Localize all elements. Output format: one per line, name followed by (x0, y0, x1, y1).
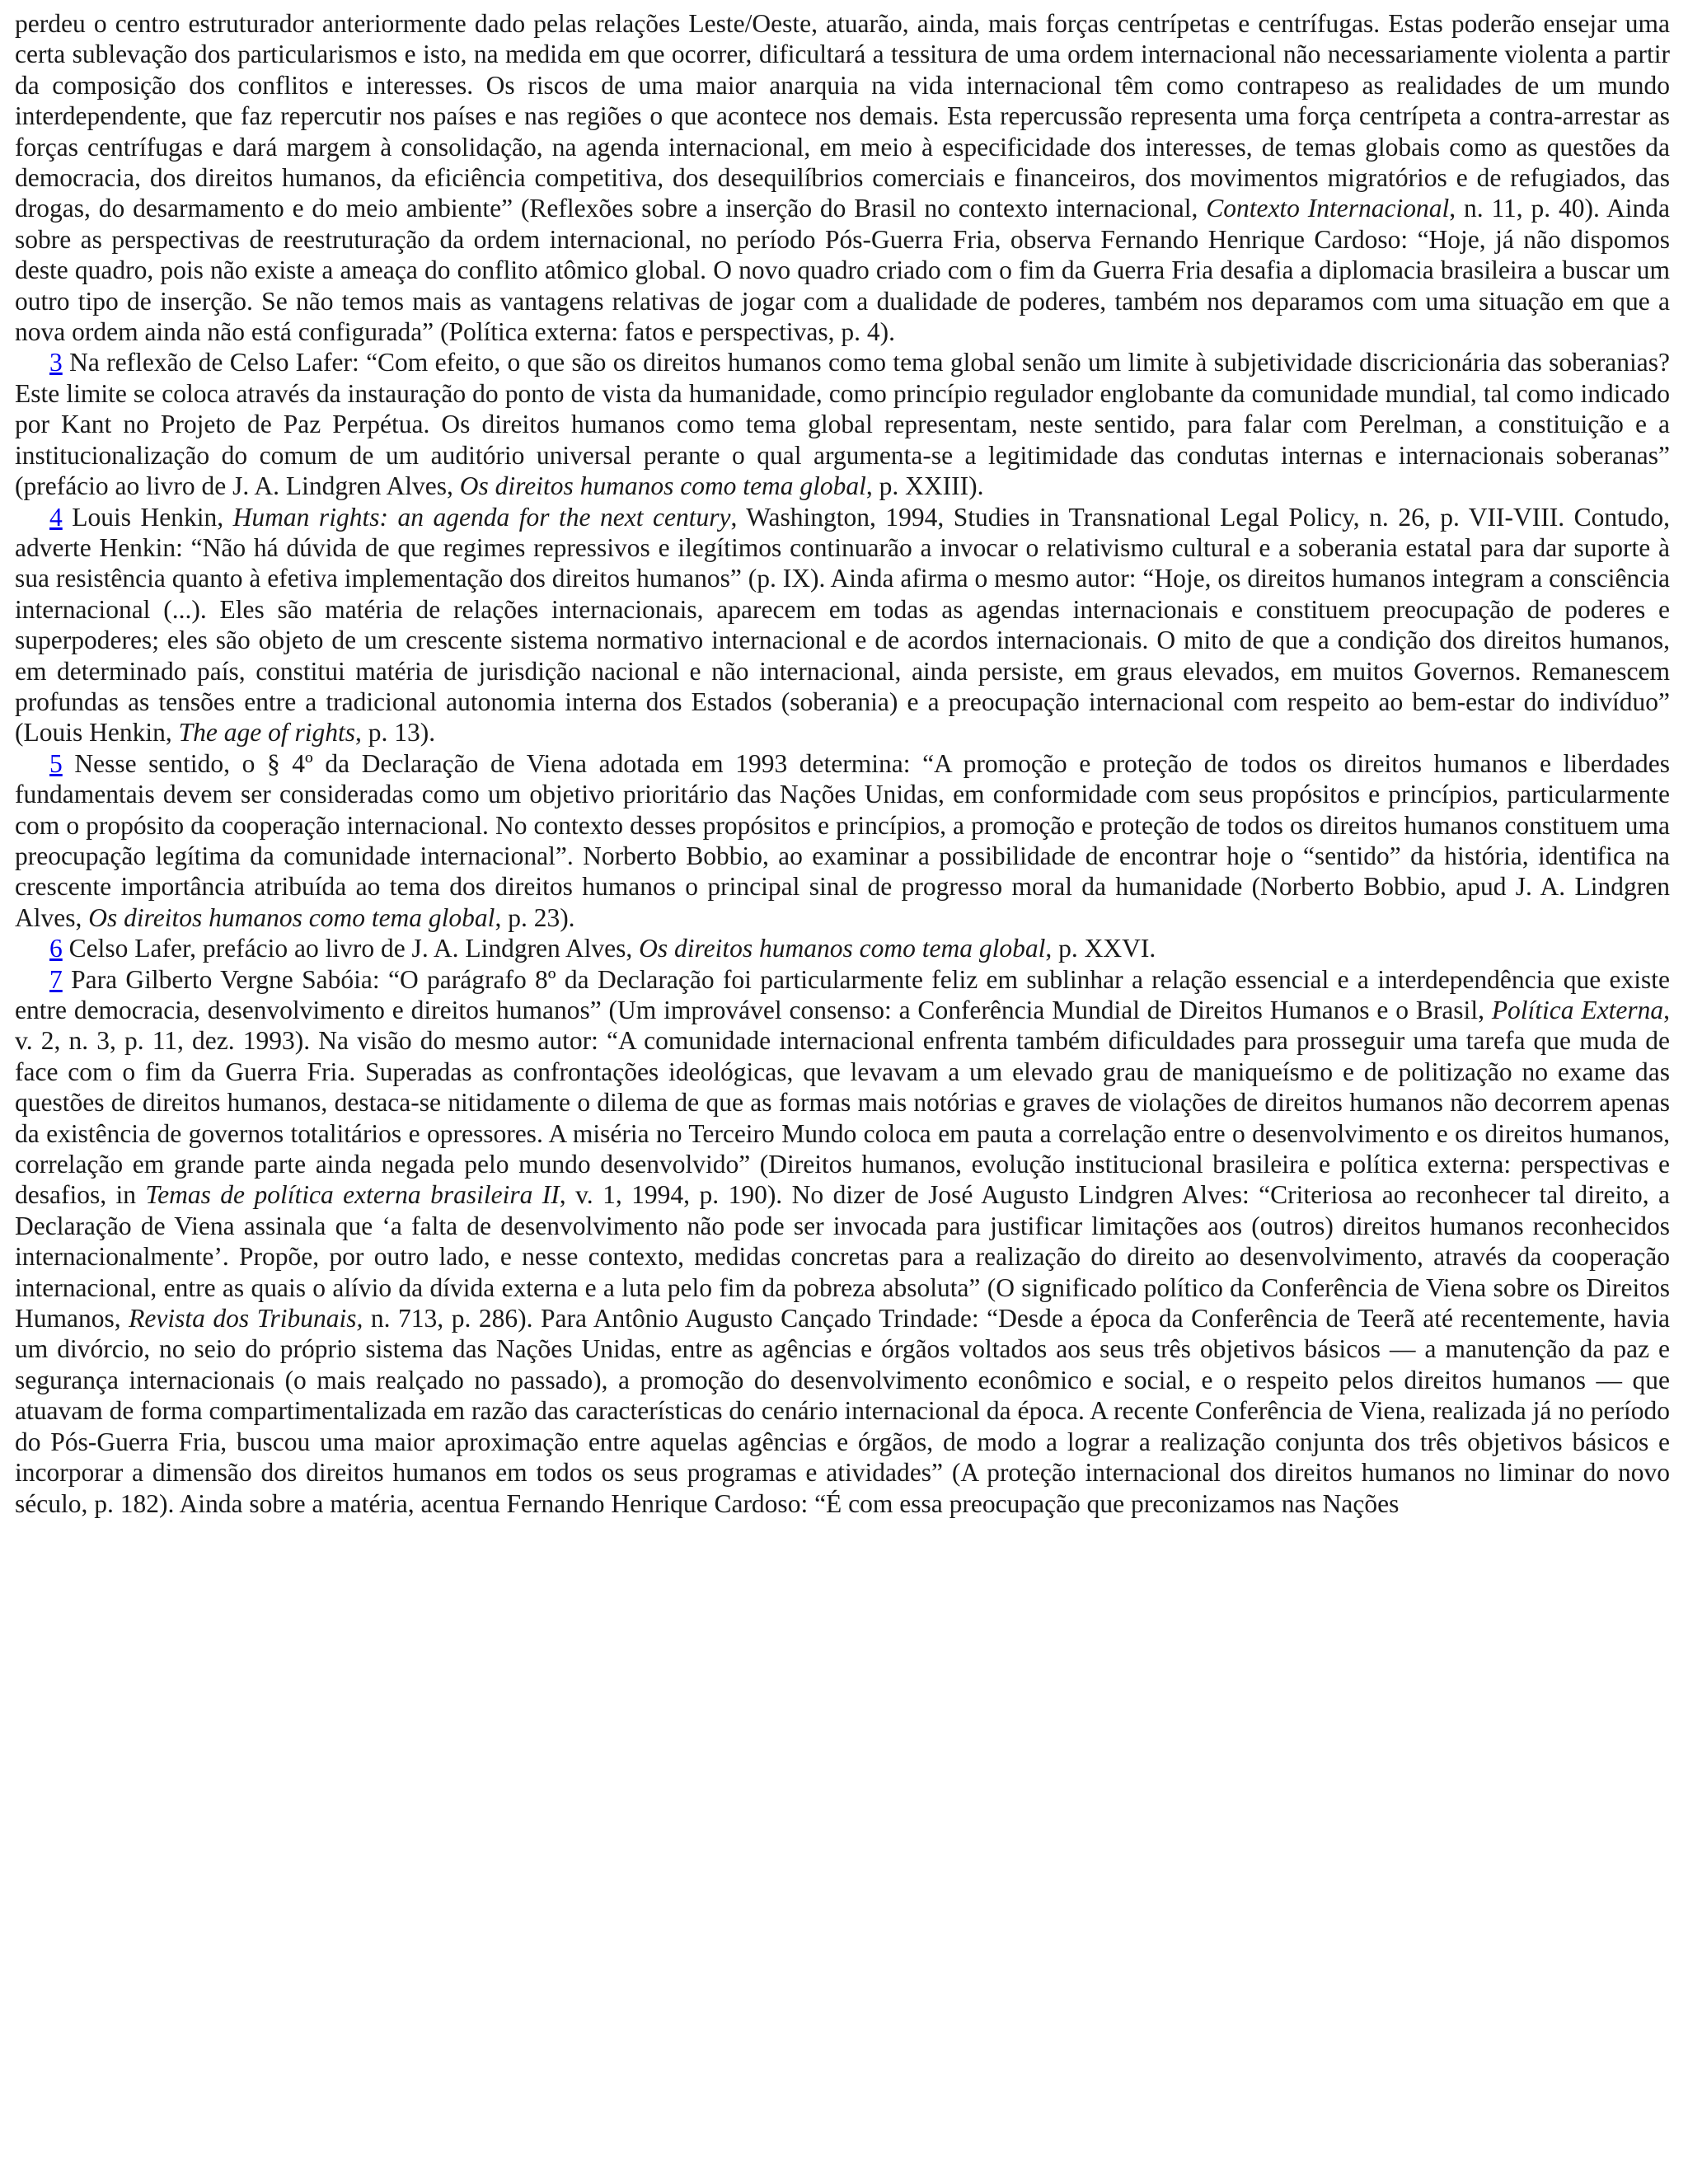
footnote-link-4[interactable]: 4 (49, 502, 63, 532)
text-segment: n. 713, p. 286). Para Antônio Augusto Cançado Trindade: “Desde a época da Conferência de Teerã até recentemente, havia um divórcio, no seio do próprio sistema das Nações Unidas, entre as agências e órgãos voltados aos seus três objetivos básicos — a manutenção da paz e segurança internacionais (o mais realçado no passado), a promoção do desenvolvimento econômico e social, e o respeito pelos direitos humanos — que atuavam de forma compartimentalizada em razão das características do cenário internacional da época. A recente Conferência de Viena, realizada já no período do Pós-Guerra Fria, buscou uma maior aproximação entre aquelas agências e órgãos, de modo a lograr a realização conjunta dos três objetivos básicos e incorporar a dimensão dos direitos humanos em todos os seus programas e atividades” (A proteção internacional dos direitos humanos no liminar do novo século, p. 182). Ainda sobre a matéria, acentua Fernando Henrique Cardoso: “É com essa preocupação que preconizamos nas Nações (15, 1304, 1670, 1518)
text-segment: , Washington, 1994, Studies in Transnational Legal Policy, n. 26, p. VII-VIII. Contudo, adverte Henkin: “Não há dúvida de que regimes repressivos e ilegítimos continuarão a invocar o relativismo cultural e a soberania estatal para dar suporte à sua resistência quanto à efetiva implementação dos direitos humanos” (p. IX). Ainda afirma o mesmo autor: “Hoje, os direitos humanos integram a consciência internacional (...). Eles são matéria de relações internacionais, aparecem em todas as agendas internacionais e constituem preocupação de poderes e superpoderes; eles são objeto de um crescente sistema normativo internacional e de acordos internacionais. O mito de que a condição dos direitos humanos, em determinado país, constitui matéria de jurisdição nacional e não internacional, ainda persiste, em graus elevados, em muitos Governos. Remanescem profundas as tensões entre a tradicional autonomia interna dos Estados (soberania) e a preocupação internacional com respeito ao bem-estar do indivíduo” (Louis Henkin, (15, 502, 1670, 748)
text-segment: , p. XXVI. (1045, 934, 1156, 963)
text-segment: , v. 2, n. 3, p. 11, dez. 1993). Na visão do mesmo autor: “A comunidade internacional enfrenta também dificuldades para prosseguir uma tarefa que muda de face com o fim da Guerra Fria. Superadas as confrontações ideológicas, que levavam a um elevado grau de maniqueísmo e de politização no exame das questões de direitos humanos, destaca-se nitidamente o dilema de que as formas mais notórias e graves de violações de direitos humanos não decorrem apenas da existência de governos totalitários e opressores. A miséria no Terceiro Mundo coloca em pauta a correlação entre o desenvolvimento e os direitos humanos, correlação em grande parte ainda negada pelo mundo desenvolvido” (Direitos humanos, evolução institucional brasileira e política externa: perspectivas e desafios, in (15, 996, 1670, 1210)
italic-segment: Os direitos humanos como tema global (459, 471, 866, 501)
footnote-link-3[interactable]: 3 (49, 348, 63, 377)
text-segment: , p. XXIII). (865, 471, 984, 501)
footnote-link-6[interactable]: 6 (49, 934, 63, 963)
italic-segment: Revista dos Tribunais, (129, 1304, 363, 1333)
italic-segment: Contexto Internacional (1206, 194, 1450, 223)
footnote-6 (15, 933, 1670, 963)
text-segment: , p. 13). (355, 718, 436, 748)
italic-segment: Política Externa (1491, 996, 1664, 1024)
footnote-link-7[interactable]: 7 (49, 964, 63, 994)
footnote-5 (15, 748, 1670, 933)
text-segment: , v. 1, 1994, p. 190). No dizer de José Augusto Lindgren Alves: “Criteriosa ao reconhecer tal direito, a Declaração de Viena assinala que ‘a falta de desenvolvimento não pode ser invocada para justificar limitações aos (outros) direitos humanos reconhecidos internacionalmente’. Propõe, por outro lado, e nesse contexto, medidas concretas para a realização do direito ao desenvolvimento, através da cooperação internacional, entre as quais o alívio da dívida externa e a luta pelo fim da pobreza absoluta” (O significado político da Conferência de Viena sobre os Direitos Humanos, (15, 1180, 1671, 1333)
footnote-3 (15, 347, 1670, 501)
text-segment: , n. 11, p. 40). Ainda sobre as perspectivas de reestruturação da ordem internacional, no período Pós-Guerra Fria, observa Fernando Henrique Cardoso: “Hoje, já não dispomos deste quadro, pois não existe a ameaça do conflito atômico global. O novo quadro criado com o fim da Guerra Fria desafia a diplomacia brasileira a buscar um outro tipo de inserção. Se não temos mais as vantagens relativas de jogar com a dualidade de poderes, também nos deparamos com uma situação em que a nova ordem ainda não está configurada” (Política externa: fatos e perspectivas, p. 4). (15, 194, 1670, 347)
text-segment: Para Gilberto Vergne Sabóia: “O parágrafo 8º da Declaração foi particularmente feliz em sublinhar a relação essencial e a interdependência que existe entre democracia, desenvolvimento e direitos humanos” (Um improvável consenso: a Conferência Mundial de Direitos Humanos e o Brasil, (15, 964, 1670, 1024)
footnote-link-5[interactable]: 5 (49, 748, 63, 778)
footnote-4 (15, 502, 1670, 748)
italic-segment: Temas de política externa brasileira II (145, 1180, 560, 1210)
italic-segment: Os direitos humanos como tema global (639, 934, 1046, 963)
italic-segment: Os direitos humanos como tema global (88, 902, 495, 932)
text-segment: Louis Henkin, (62, 502, 233, 532)
text-segment: Nesse sentido, o § 4º da Declaração de Viena adotada em 1993 determina: “A promoção e proteção de todos os direitos humanos e liberdades fundamentais devem ser consideradas como um objetivo prioritário das Nações Unidas, em conformidade com seus propósitos e princípios, particularmente com o propósito da cooperação internacional. No contexto desses propósitos e princípios, a promoção e proteção de todos os direitos humanos constituem uma preocupação legítima da comunidade internacional”. Norberto Bobbio, ao examinar a possibilidade de encontrar hoje o “sentido” da história, identifica na crescente importância atribuída ao tema dos direitos humanos o principal sinal de progresso moral da humanidade (Norberto Bobbio, apud J. A. Lindgren Alves, (15, 748, 1670, 932)
footnote-7 (15, 964, 1670, 1519)
italic-segment: The age of rights (178, 718, 355, 748)
text-segment: Celso Lafer, prefácio ao livro de J. A. Lindgren Alves, (62, 934, 640, 963)
italic-segment: Human rights: an agenda for the next century (232, 502, 731, 532)
text-segment: Na reflexão de Celso Lafer: “Com efeito, o que são os direitos humanos como tema global senão um limite à subjetividade discricionária das soberanias? Este limite se coloca através da instauração do ponto de vista da humanidade, como princípio regulador englobante da comunidade mundial, tal como indicado por Kant no Projeto de Paz Perpétua. Os direitos humanos como tema global representam, neste sentido, para falar com Perelman, a constituição e a institucionalização do comum de um auditório universal perante o qual argumenta-se a legitimidade das condutas internas e internacionais soberanas” (prefácio ao livro de J. A. Lindgren Alves, (15, 348, 1670, 501)
paragraph-continuation (15, 8, 1670, 347)
text-segment: , p. 23). (495, 902, 575, 932)
text-segment: perdeu o centro estruturador anteriormente dado pelas relações Leste/Oeste, atuarão, ainda, mais forças centrípetas e centrífugas. Estas poderão ensejar uma certa sublevação dos particularismos e isto, na medida em que ocorrer, dificultará a tessitura de uma ordem internacional não necessariamente violenta a partir da composição dos conflitos e interesses. Os riscos de uma maior anarquia na vida internacional têm como contrapeso as realidades de um mundo interdependente, que faz repercutir nos países e nas regiões o que acontece nos demais. Esta repercussão representa uma força centrípeta a contra-arrestar as forças centrífugas e dará margem à consolidação, na agenda internacional, em meio à especificidade dos interesses, de temas globais como as questões da democracia, dos direitos humanos, da eficiência competitiva, dos desequilíbrios comerciais e financeiros, dos movimentos migratórios e de refugiados, das drogas, do desarmamento e do meio ambiente” (Reflexões sobre a inserção do Brasil no contexto internacional, (15, 9, 1670, 223)
